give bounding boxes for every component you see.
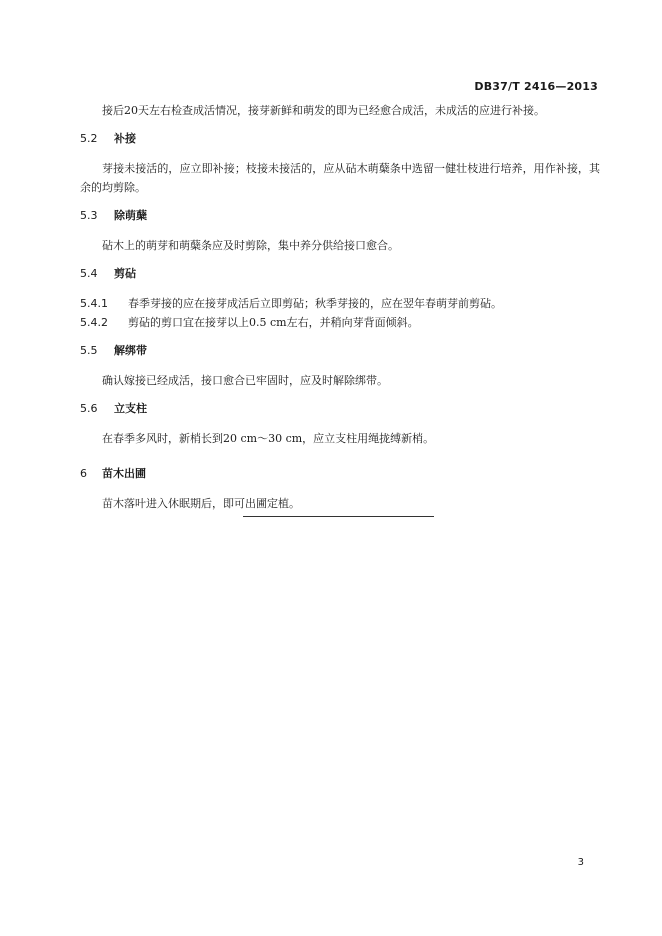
section-5-2-heading <box>80 129 600 148</box>
section-5-5-paragraph: 确认嫁接已经成活，接口愈合已牢固时，应及时解除绑带。 <box>102 374 388 387</box>
subsection-text: 春季芽接的应在接芽成活后立即剪砧；秋季芽接的，应在翌年春萌芽前剪砧。 <box>128 297 502 310</box>
subsection-5-4-2 <box>80 313 600 332</box>
subsection-5-4-1 <box>80 294 600 313</box>
section-title: 解绑带 <box>114 344 147 357</box>
section-5-6-heading <box>80 399 600 418</box>
section-number: 5.2 <box>80 132 98 145</box>
section-number: 6 <box>80 467 87 480</box>
section-number: 5.4 <box>80 267 98 280</box>
document-body <box>80 101 600 513</box>
section-title: 苗木出圃 <box>102 467 146 480</box>
section-5-2-paragraph: 芽接未接活的，应立即补接；枝接未接活的，应从砧木萌蘖条中选留一健壮枝进行培养，用作补接，其余的均剪除。 <box>80 162 600 194</box>
subsection-text: 剪砧的剪口宜在接芽以上0.5 cm左右，并稍向芽背面倾斜。 <box>128 316 419 329</box>
intro-paragraph: 接后20天左右检查成活情况，接芽新鲜和萌发的即为已经愈合成活，未成活的应进行补接。 <box>102 104 545 117</box>
section-6-paragraph: 苗木落叶进入休眠期后，即可出圃定植。 <box>102 497 300 510</box>
section-5-5-heading <box>80 341 600 360</box>
section-number: 5.6 <box>80 402 98 415</box>
section-5-3-paragraph: 砧木上的萌芽和萌蘖条应及时剪除，集中养分供给接口愈合。 <box>102 239 399 252</box>
section-5-4-heading <box>80 264 600 283</box>
subsection-number: 5.4.2 <box>80 316 108 329</box>
section-5-6-paragraph: 在春季多风时，新梢长到20 cm～30 cm，应立支柱用绳拢缚新梢。 <box>102 432 435 445</box>
section-title: 补接 <box>114 132 136 145</box>
section-5-3-heading <box>80 206 600 225</box>
section-title: 除萌蘖 <box>114 209 147 222</box>
subsection-number: 5.4.1 <box>80 297 108 310</box>
page-number: 3 <box>577 857 584 868</box>
section-title: 剪砧 <box>114 267 136 280</box>
document-code: DB37/T 2416—2013 <box>474 80 598 93</box>
end-divider <box>243 516 434 517</box>
section-title: 立支柱 <box>114 402 147 415</box>
section-6-heading <box>80 464 600 483</box>
section-number: 5.5 <box>80 344 98 357</box>
section-number: 5.3 <box>80 209 98 222</box>
